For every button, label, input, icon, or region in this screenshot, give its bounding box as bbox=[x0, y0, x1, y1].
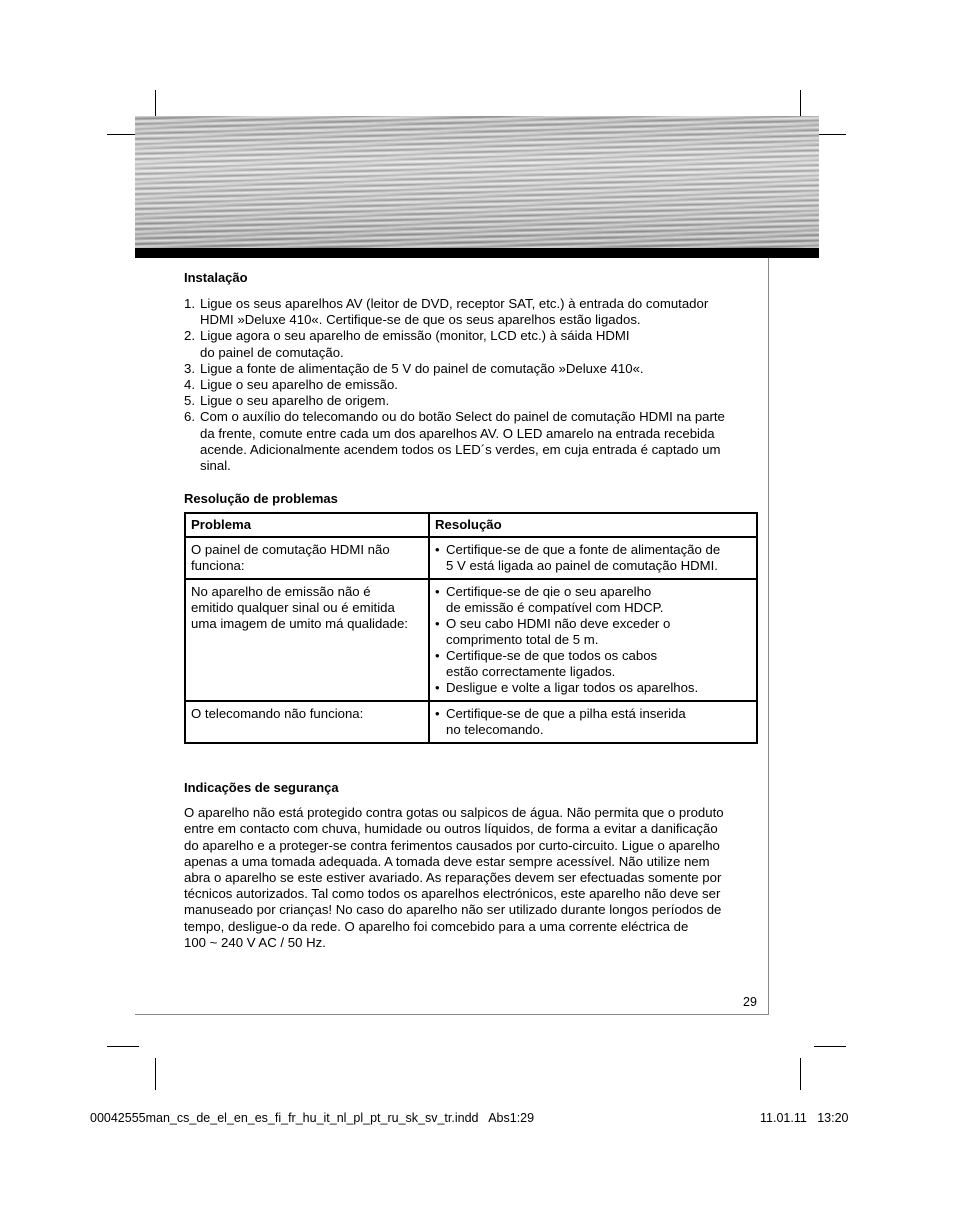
text-line: emitido qualquer sinal ou é emitida bbox=[191, 600, 395, 616]
installation-step bbox=[184, 328, 759, 360]
crop-mark-bottom-right-vertical bbox=[800, 1058, 801, 1090]
text-line: da frente, comute entre cada um dos aparelhos AV. O LED amarelo na entrada recebida bbox=[200, 425, 715, 441]
page-number: 29 bbox=[743, 995, 757, 1009]
step-number: 6. bbox=[184, 409, 195, 425]
problem-cell bbox=[185, 579, 429, 701]
text-line: O painel de comutação HDMI não bbox=[191, 542, 390, 558]
text-line: Ligue a fonte de alimentação de 5 V do painel de comutação »Deluxe 410«. bbox=[200, 360, 644, 376]
header-banner bbox=[135, 116, 819, 248]
page-right-rule bbox=[768, 258, 769, 1015]
installation-step bbox=[184, 409, 759, 474]
column-header-problem: Problema bbox=[185, 513, 429, 537]
solution-bullet bbox=[435, 542, 751, 574]
text-line: no telecomando. bbox=[446, 722, 544, 738]
crop-mark-bottom-left-vertical bbox=[155, 1058, 156, 1090]
text-line: • O seu cabo HDMI não deve exceder o bbox=[446, 616, 671, 632]
table-row bbox=[185, 701, 757, 743]
text-line: • Certifique-se de que a pilha está inserida bbox=[446, 706, 686, 722]
text-line: Ligue agora o seu aparelho de emissão (monitor, LCD etc.) à sáida HDMI bbox=[200, 328, 630, 344]
solution-bullet bbox=[435, 648, 751, 680]
text-line: Ligue o seu aparelho de emissão. bbox=[200, 377, 398, 393]
step-number: 5. bbox=[184, 393, 195, 409]
footer-datetime: 11.01.11 13:20 bbox=[760, 1111, 849, 1125]
table-row bbox=[185, 537, 757, 579]
text-line: 5 V está ligada ao painel de comutação HDMI. bbox=[446, 558, 718, 574]
text-line: abra o aparelho se este estiver avariado. As reparações devem ser efectuadas somente por bbox=[184, 870, 722, 886]
solution-bullet bbox=[435, 680, 751, 696]
page-content bbox=[184, 270, 759, 951]
text-line: • Certifique-se de qie o seu aparelho bbox=[446, 584, 652, 600]
text-line: • Certifique-se de que a fonte de alimentação de bbox=[446, 542, 721, 558]
text-line: O telecomando não funciona: bbox=[191, 706, 364, 722]
step-number: 3. bbox=[184, 360, 195, 376]
solution-cell bbox=[429, 537, 757, 579]
crop-mark-bottom-left-horizontal bbox=[107, 1046, 139, 1047]
text-line: No aparelho de emissão não é bbox=[191, 584, 371, 600]
text-line: Ligue os seus aparelhos AV (leitor de DVD, receptor SAT, etc.) à entrada do comutador bbox=[200, 296, 709, 311]
step-number: 4. bbox=[184, 377, 195, 393]
solution-cell bbox=[429, 701, 757, 743]
text-line: acende. Adicionalmente acendem todos os LED´s verdes, em cuja entrada é captado um bbox=[200, 441, 721, 457]
page-bottom-rule bbox=[135, 1014, 769, 1015]
text-line: de emissão é compatível com HDCP. bbox=[446, 600, 664, 616]
step-number: 2. bbox=[184, 328, 195, 344]
text-line: sinal. bbox=[200, 458, 231, 474]
text-line: técnicos autorizados. Tal como todos os aparelhos electrónicos, este aparelho não deve ser bbox=[184, 886, 721, 902]
text-line: funciona: bbox=[191, 558, 245, 574]
text-line: manuseado por crianças! No caso do aparelho não ser utilizado durante longos períodos de bbox=[184, 902, 722, 918]
text-line: Ligue o seu aparelho de origem. bbox=[200, 393, 390, 409]
text-line: tempo, desligue-o da rede. O aparelho foi comcebido para a uma corrente eléctrica de bbox=[184, 918, 689, 934]
solution-bullet bbox=[435, 616, 751, 648]
text-line: comprimento total de 5 m. bbox=[446, 632, 599, 648]
table-row bbox=[185, 579, 757, 701]
text-line: entre em contacto com chuva, humidade ou outros líquidos, de forma a evitar a danificação bbox=[184, 821, 718, 837]
troubleshooting-table bbox=[184, 512, 758, 744]
solution-cell bbox=[429, 579, 757, 701]
step-number: 1. bbox=[184, 296, 195, 311]
table-header-row bbox=[185, 513, 757, 537]
text-line: • Certifique-se de que todos os cabos bbox=[446, 648, 658, 664]
text-line: HDMI »Deluxe 410«. Certifique-se de que os seus aparelhos estão ligados. bbox=[200, 312, 641, 328]
problem-cell bbox=[185, 701, 429, 743]
footer-file-info: 00042555man_cs_de_el_en_es_fi_fr_hu_it_nl_pl_pt_ru_sk_sv_tr.indd Abs1:29 bbox=[90, 1111, 535, 1125]
problem-cell bbox=[185, 537, 429, 579]
installation-step bbox=[184, 296, 759, 328]
text-line: do painel de comutação. bbox=[200, 344, 344, 360]
installation-step bbox=[184, 377, 759, 393]
text-line: uma imagem de umito má qualidade: bbox=[191, 616, 408, 632]
text-line: O aparelho não está protegido contra gotas ou salpicos de água. Não permita que o produto bbox=[184, 805, 724, 821]
text-line: estão correctamente ligados. bbox=[446, 664, 616, 680]
troubleshooting-heading: Resolução de problemas bbox=[184, 491, 338, 507]
solution-bullet bbox=[435, 706, 751, 738]
text-line: apenas a uma tomada adequada. A tomada deve estar sempre acessível. Não utilize nem bbox=[184, 853, 710, 869]
solution-bullet bbox=[435, 584, 751, 616]
column-header-solution: Resolução bbox=[429, 513, 757, 537]
crop-mark-bottom-right-horizontal bbox=[814, 1046, 846, 1047]
installation-step bbox=[184, 361, 759, 377]
safety-paragraph bbox=[184, 805, 759, 951]
header-banner-bar bbox=[135, 248, 819, 258]
installation-heading: Instalação bbox=[184, 270, 248, 285]
safety-heading: Indicações de segurança bbox=[184, 780, 339, 796]
text-line: do aparelho e a proteger-se contra ferimentos causados por curto-circuito. Ligue o aparelho bbox=[184, 837, 720, 853]
installation-steps bbox=[184, 296, 759, 474]
text-line: • Desligue e volte a ligar todos os aparelhos. bbox=[446, 680, 699, 696]
text-line: Com o auxílio do telecomando ou do botão Select do painel de comutação HDMI na parte bbox=[200, 409, 725, 425]
text-line: 100 ~ 240 V AC / 50 Hz. bbox=[184, 934, 326, 950]
installation-step bbox=[184, 393, 759, 409]
